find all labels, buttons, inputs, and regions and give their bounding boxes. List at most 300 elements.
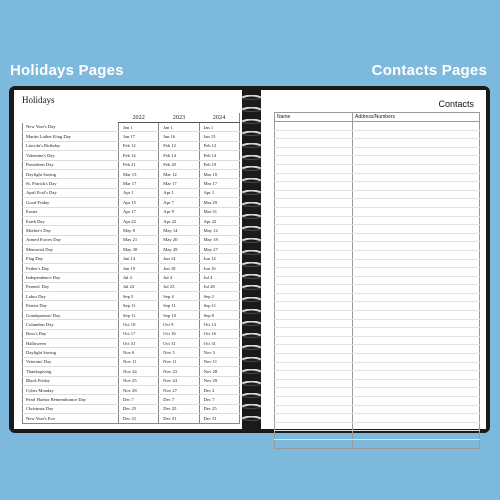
holiday-date: Apr 1 [159,188,199,197]
holiday-date: Jul 23 [159,282,199,291]
spiral-coil [242,333,261,338]
holiday-date: Feb 21 [119,160,159,169]
contact-row [275,225,480,234]
contact-name-cell [275,431,353,440]
year-header: 2024 [199,113,239,123]
holiday-name: Flag Day [23,254,119,263]
holiday-name: Boss's Day [23,329,119,338]
contacts-page-title: Contacts [438,99,474,109]
holiday-date: Oct 10 [119,320,159,329]
holiday-date: Oct 16 [159,329,199,338]
contact-row [275,182,480,191]
holiday-name: New Year's Day [23,123,119,132]
contact-name-cell [275,397,353,406]
contact-row [275,431,480,440]
holiday-row [23,141,240,150]
holiday-name: Independence Day [23,273,119,282]
holiday-date: Jun 18 [159,263,199,272]
holiday-date: Dec 7 [119,395,159,404]
holiday-date: Jan 1 [119,123,159,132]
holiday-row [23,329,240,338]
holiday-date: Sep 4 [159,292,199,301]
contact-address-cell [353,173,480,182]
holiday-row [23,123,240,132]
holiday-name: Father's Day [23,263,119,272]
contact-row [275,122,480,131]
holiday-row [23,263,240,272]
contact-row [275,397,480,406]
holiday-date: Apr 15 [119,198,159,207]
holiday-date: May 21 [119,235,159,244]
contact-address-cell [353,431,480,440]
contact-address-cell [353,233,480,242]
contact-address-cell [353,139,480,148]
holiday-date: Nov 11 [159,357,199,366]
spiral-coil [242,107,261,112]
contact-address-cell [353,362,480,371]
contact-name-cell [275,156,353,165]
contact-address-cell [353,302,480,311]
holiday-name: Veterans' Day [23,357,119,366]
contact-name-cell [275,216,353,225]
holiday-name: Daylight Saving [23,169,119,178]
holiday-name-header [23,113,119,123]
holiday-date: May 27 [199,245,239,254]
contact-row [275,414,480,423]
holiday-date: May 29 [159,245,199,254]
spiral-coil [242,178,261,183]
holiday-date: Mar 17 [119,179,159,188]
holiday-name: April Fool's Day [23,188,119,197]
holiday-row [23,151,240,160]
contact-name-cell [275,250,353,259]
contact-address-cell [353,414,480,423]
contact-row [275,276,480,285]
holiday-row [23,338,240,347]
holiday-date: Jan 1 [159,123,199,132]
contact-name-cell [275,139,353,148]
contact-row [275,345,480,354]
holiday-date: Nov 24 [159,376,199,385]
holiday-date: Feb 14 [159,151,199,160]
holiday-date: Oct 31 [119,338,159,347]
holiday-row [23,348,240,357]
holiday-row [23,198,240,207]
holiday-name: Grandparents' Day [23,310,119,319]
contact-row [275,216,480,225]
holiday-row [23,367,240,376]
spiral-coil [242,297,261,302]
contact-name-cell [275,242,353,251]
contact-address-cell [353,190,480,199]
contact-row [275,164,480,173]
contact-name-cell [275,225,353,234]
holiday-date: Jun 14 [199,254,239,263]
holiday-name: New Year's Eve [23,414,119,423]
holiday-row [23,245,240,254]
contact-address-cell [353,250,480,259]
holiday-row [23,273,240,282]
spiral-coil [242,226,261,231]
contact-row [275,328,480,337]
holiday-name: Valentine's Day [23,151,119,160]
holiday-date: Nov 3 [199,348,239,357]
holiday-name: Labor Day [23,292,119,301]
holiday-date: Dec 7 [199,395,239,404]
holiday-date: Jul 4 [159,273,199,282]
contact-name-cell [275,259,353,268]
contact-address-cell [353,216,480,225]
contact-name-cell [275,388,353,397]
holiday-date: Mar 10 [199,169,239,178]
spiral-coil [242,262,261,267]
holiday-date: Sep 5 [119,292,159,301]
holiday-row [23,160,240,169]
holiday-date: Dec 25 [119,404,159,413]
holiday-date: Mar 29 [199,198,239,207]
spiral-coil [242,155,261,160]
holiday-name: Patriot Day [23,301,119,310]
contact-name-cell [275,345,353,354]
holiday-date: Feb 12 [199,141,239,150]
spiral-coil [242,393,261,398]
holiday-date: Apr 1 [119,188,159,197]
holiday-date: Nov 11 [199,357,239,366]
spiral-coil [242,202,261,207]
holiday-date: Mar 17 [159,179,199,188]
spiral-coil [242,250,261,255]
contact-name-cell [275,302,353,311]
holiday-date: Mar 17 [199,179,239,188]
holiday-date: Mar 13 [119,169,159,178]
holiday-date: Jul 4 [119,273,159,282]
holiday-date: Dec 25 [159,404,199,413]
holiday-row [23,395,240,404]
contact-address-cell [353,328,480,337]
spiral-binding [242,90,261,429]
holidays-pages-heading: Holidays Pages [10,62,124,79]
planner-spread [9,86,490,433]
contact-name-cell [275,285,353,294]
holiday-row [23,235,240,244]
holiday-date: Nov 28 [119,385,159,394]
holiday-date: Jan 1 [199,123,239,132]
holiday-date: Nov 25 [119,376,159,385]
contact-row [275,156,480,165]
contact-name-cell [275,439,353,448]
holiday-row [23,282,240,291]
holiday-date: Jan 17 [119,132,159,141]
holiday-row [23,385,240,394]
holiday-name: Earth Day [23,216,119,225]
holiday-date: May 12 [199,226,239,235]
contact-row [275,147,480,156]
contact-row [275,242,480,251]
spiral-coil [242,190,261,195]
contact-row [275,354,480,363]
holiday-date: Nov 23 [159,367,199,376]
holiday-date: Mar 12 [159,169,199,178]
holiday-date: Oct 17 [119,329,159,338]
contact-row [275,268,480,277]
contact-row [275,293,480,302]
spiral-coil [242,214,261,219]
contact-name-cell [275,371,353,380]
holiday-row [23,357,240,366]
contact-address-cell [353,182,480,191]
contact-name-cell [275,207,353,216]
holiday-row [23,320,240,329]
holiday-date: Nov 24 [119,367,159,376]
contact-address-cell [353,268,480,277]
holiday-row [23,292,240,301]
spiral-coil [242,166,261,171]
contact-address-cell [353,130,480,139]
contact-address-cell [353,439,480,448]
holiday-name: Thanksgiving [23,367,119,376]
holiday-name: Cyber Monday [23,385,119,394]
contact-address-cell [353,293,480,302]
contact-address-cell [353,156,480,165]
holiday-row [23,179,240,188]
holiday-name: Christmas Day [23,404,119,413]
contact-name-cell [275,293,353,302]
contact-address-cell [353,345,480,354]
contact-address-cell [353,199,480,208]
spiral-coil [242,95,261,100]
contact-name-cell [275,130,353,139]
spiral-coil [242,238,261,243]
contact-name-cell [275,379,353,388]
spiral-coil [242,404,261,409]
holiday-date: May 18 [199,235,239,244]
holiday-name: Martin Luther King Day [23,132,119,141]
name-column-header: Name [275,113,353,122]
contact-row [275,311,480,320]
holiday-name: Pearl Harbor Remembrance Day [23,395,119,404]
holiday-date: Sep 11 [159,301,199,310]
holiday-date: Apr 7 [159,198,199,207]
contact-name-cell [275,199,353,208]
holiday-date: Jun 14 [119,254,159,263]
holiday-date: May 20 [159,235,199,244]
contact-row [275,130,480,139]
holiday-date: Sep 2 [199,292,239,301]
year-header: 2023 [159,113,199,123]
contact-address-cell [353,147,480,156]
contact-row [275,362,480,371]
holidays-header-row [23,113,240,123]
contact-row [275,190,480,199]
contact-address-cell [353,422,480,431]
holiday-date: Nov 6 [119,348,159,357]
contact-address-cell [353,122,480,131]
contact-name-cell [275,336,353,345]
holiday-date: Jan 16 [159,132,199,141]
holiday-row [23,414,240,423]
spiral-coil [242,119,261,124]
holiday-date: Mar 31 [199,207,239,216]
holiday-date: Sep 11 [119,310,159,319]
holiday-date: Oct 31 [199,338,239,347]
holiday-date: Jan 15 [199,132,239,141]
holiday-row [23,254,240,263]
holiday-row [23,376,240,385]
holiday-date: Feb 12 [119,141,159,150]
holiday-name: Daylight Saving [23,348,119,357]
contact-row [275,388,480,397]
holiday-name: Memorial Day [23,245,119,254]
holidays-table-body [23,123,240,424]
holiday-date: Oct 9 [159,320,199,329]
spiral-coil [242,274,261,279]
holiday-date: May 14 [159,226,199,235]
holiday-name: Mother's Day [23,226,119,235]
holiday-date: May 30 [119,245,159,254]
holiday-date: Sep 8 [199,310,239,319]
contact-row [275,139,480,148]
holiday-name: Parents' Day [23,282,119,291]
holiday-date: May 8 [119,226,159,235]
holiday-date: Feb 14 [199,151,239,160]
holiday-date: Apr 17 [119,207,159,216]
contact-row [275,199,480,208]
spiral-coil [242,321,261,326]
spiral-coil [242,131,261,136]
contact-address-cell [353,207,480,216]
holiday-date: Dec 2 [199,385,239,394]
holiday-date: Jul 4 [199,273,239,282]
contact-name-cell [275,422,353,431]
holiday-date: Dec 31 [199,414,239,423]
year-header: 2022 [119,113,159,123]
holiday-row [23,169,240,178]
contact-row [275,439,480,448]
holiday-name: St. Patrick's Day [23,179,119,188]
contact-name-cell [275,173,353,182]
contact-row [275,250,480,259]
contact-name-cell [275,328,353,337]
contact-address-cell [353,285,480,294]
contact-name-cell [275,414,353,423]
spiral-coil [242,285,261,290]
contacts-table-body [275,122,480,449]
holiday-date: Feb 14 [119,151,159,160]
contact-name-cell [275,233,353,242]
holiday-date: Feb 12 [159,141,199,150]
contact-row [275,422,480,431]
holiday-row [23,226,240,235]
contact-address-cell [353,225,480,234]
holiday-date: Jul 28 [199,282,239,291]
contact-row [275,285,480,294]
holiday-name: Easter [23,207,119,216]
holiday-name: Lincoln's Birthday [23,141,119,150]
spiral-coil [242,369,261,374]
holiday-date: Oct 31 [159,338,199,347]
contact-row [275,405,480,414]
contact-name-cell [275,405,353,414]
spiral-coil [242,309,261,314]
holidays-page [14,90,242,429]
holiday-date: Apr 9 [159,207,199,216]
holiday-date: Jul 24 [119,282,159,291]
holiday-date: Dec 31 [119,414,159,423]
contact-address-cell [353,259,480,268]
holiday-row [23,188,240,197]
holiday-date: Nov 27 [159,385,199,394]
holiday-name: Good Friday [23,198,119,207]
contact-name-cell [275,164,353,173]
contact-name-cell [275,147,353,156]
holiday-name: Presidents Day [23,160,119,169]
holiday-date: Sep 11 [199,301,239,310]
holiday-name: Armed Forces Day [23,235,119,244]
holiday-date: Nov 5 [159,348,199,357]
contact-name-cell [275,268,353,277]
contact-row [275,302,480,311]
holiday-row [23,310,240,319]
contact-address-cell [353,388,480,397]
holiday-date: Apr 22 [159,216,199,225]
contact-address-cell [353,164,480,173]
contact-name-cell [275,354,353,363]
contact-name-cell [275,319,353,328]
holiday-name: Halloween [23,338,119,347]
contact-row [275,336,480,345]
contact-name-cell [275,190,353,199]
holidays-page-title: Holidays [22,95,55,105]
holiday-row [23,301,240,310]
holiday-date: Apr 1 [199,188,239,197]
holiday-date: Jun 19 [119,263,159,272]
holiday-date: Nov 29 [199,376,239,385]
contact-address-cell [353,336,480,345]
holiday-date: Apr 22 [119,216,159,225]
contact-row [275,233,480,242]
holiday-date: Oct 16 [199,329,239,338]
contact-row [275,379,480,388]
holiday-date: Nov 11 [119,357,159,366]
spiral-coil [242,143,261,148]
contacts-table [274,112,480,449]
holiday-name: Columbus Day [23,320,119,329]
contact-address-cell [353,319,480,328]
holiday-date: Sep 10 [159,310,199,319]
spiral-coil [242,357,261,362]
contact-row [275,259,480,268]
contact-name-cell [275,362,353,371]
contact-address-cell [353,379,480,388]
holiday-row [23,207,240,216]
contacts-page [261,90,486,429]
holiday-row [23,404,240,413]
holiday-date: Jun 14 [159,254,199,263]
contact-address-cell [353,354,480,363]
holiday-date: Feb 20 [159,160,199,169]
contact-address-cell [353,311,480,320]
contact-address-cell [353,276,480,285]
contact-name-cell [275,182,353,191]
contact-row [275,319,480,328]
holiday-date: Nov 28 [199,367,239,376]
contact-address-cell [353,397,480,406]
holiday-row [23,132,240,141]
holiday-row [23,216,240,225]
contact-address-cell [353,405,480,414]
contact-row [275,173,480,182]
holiday-date: Jun 16 [199,263,239,272]
